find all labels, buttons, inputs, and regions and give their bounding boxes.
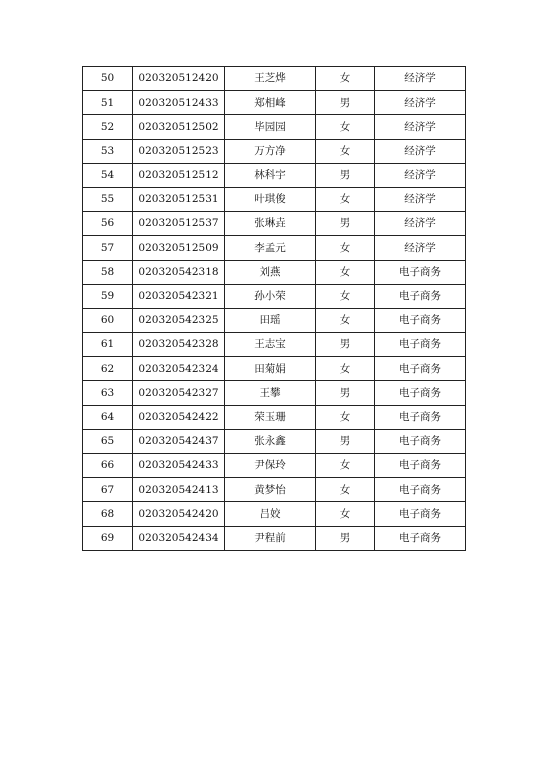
row-number: 60: [83, 308, 133, 332]
student-major: 电子商务: [375, 454, 466, 478]
row-number: 68: [83, 502, 133, 526]
student-name: 吕姣: [225, 502, 316, 526]
row-number: 67: [83, 478, 133, 502]
student-id: 020320542413: [133, 478, 225, 502]
student-major: 经济学: [375, 115, 466, 139]
student-major: 电子商务: [375, 429, 466, 453]
table-row: [83, 502, 466, 526]
row-number: 55: [83, 187, 133, 211]
roster-body: [83, 67, 466, 551]
student-sex: 女: [316, 139, 375, 163]
student-id: 020320512512: [133, 163, 225, 187]
student-major: 经济学: [375, 91, 466, 115]
student-major: 电子商务: [375, 284, 466, 308]
student-name: 尹程前: [225, 526, 316, 550]
student-name: 孙小荣: [225, 284, 316, 308]
student-major: 电子商务: [375, 526, 466, 550]
row-number: 64: [83, 405, 133, 429]
row-number: 65: [83, 429, 133, 453]
student-sex: 女: [316, 454, 375, 478]
student-name: 郑相峰: [225, 91, 316, 115]
row-number: 62: [83, 357, 133, 381]
student-major: 经济学: [375, 212, 466, 236]
row-number: 51: [83, 91, 133, 115]
student-name: 万方净: [225, 139, 316, 163]
student-sex: 女: [316, 67, 375, 91]
student-sex: 女: [316, 115, 375, 139]
row-number: 61: [83, 333, 133, 357]
row-number: 59: [83, 284, 133, 308]
student-id: 020320512502: [133, 115, 225, 139]
row-number: 57: [83, 236, 133, 260]
student-sex: 女: [316, 284, 375, 308]
table-row: [83, 454, 466, 478]
student-major: 电子商务: [375, 308, 466, 332]
student-name: 荣玉珊: [225, 405, 316, 429]
student-major: 经济学: [375, 163, 466, 187]
student-id: 020320512509: [133, 236, 225, 260]
table-row: [83, 308, 466, 332]
table-row: [83, 429, 466, 453]
student-roster-table: [82, 66, 466, 551]
student-major: 经济学: [375, 139, 466, 163]
student-sex: 女: [316, 308, 375, 332]
student-id: 020320542318: [133, 260, 225, 284]
student-name: 王攀: [225, 381, 316, 405]
student-name: 王志宝: [225, 333, 316, 357]
table-row: [83, 236, 466, 260]
student-id: 020320542328: [133, 333, 225, 357]
student-id: 020320512523: [133, 139, 225, 163]
student-major: 电子商务: [375, 405, 466, 429]
student-id: 020320512420: [133, 67, 225, 91]
student-sex: 男: [316, 429, 375, 453]
row-number: 56: [83, 212, 133, 236]
student-sex: 男: [316, 212, 375, 236]
student-sex: 女: [316, 502, 375, 526]
student-major: 经济学: [375, 236, 466, 260]
student-name: 田瑶: [225, 308, 316, 332]
student-major: 经济学: [375, 187, 466, 211]
student-id: 020320542433: [133, 454, 225, 478]
row-number: 54: [83, 163, 133, 187]
student-name: 田菊娟: [225, 357, 316, 381]
student-sex: 女: [316, 236, 375, 260]
row-number: 58: [83, 260, 133, 284]
row-number: 53: [83, 139, 133, 163]
student-name: 王芝烨: [225, 67, 316, 91]
table-row: [83, 526, 466, 550]
student-id: 020320512433: [133, 91, 225, 115]
student-sex: 女: [316, 478, 375, 502]
table-row: [83, 91, 466, 115]
student-id: 020320542434: [133, 526, 225, 550]
student-id: 020320542324: [133, 357, 225, 381]
student-sex: 女: [316, 187, 375, 211]
student-id: 020320542325: [133, 308, 225, 332]
student-id: 020320542437: [133, 429, 225, 453]
student-major: 电子商务: [375, 502, 466, 526]
table-row: [83, 405, 466, 429]
table-row: [83, 115, 466, 139]
student-id: 020320512537: [133, 212, 225, 236]
student-name: 刘燕: [225, 260, 316, 284]
student-major: 电子商务: [375, 260, 466, 284]
student-sex: 男: [316, 526, 375, 550]
student-id: 020320542327: [133, 381, 225, 405]
student-sex: 女: [316, 260, 375, 284]
table-row: [83, 67, 466, 91]
student-id: 020320542321: [133, 284, 225, 308]
student-major: 电子商务: [375, 478, 466, 502]
student-sex: 男: [316, 333, 375, 357]
student-name: 毕园园: [225, 115, 316, 139]
student-major: 电子商务: [375, 357, 466, 381]
student-id: 020320512531: [133, 187, 225, 211]
student-id: 020320542420: [133, 502, 225, 526]
table-row: [83, 357, 466, 381]
student-sex: 女: [316, 357, 375, 381]
table-row: [83, 381, 466, 405]
student-major: 电子商务: [375, 381, 466, 405]
student-name: 叶琪俊: [225, 187, 316, 211]
student-major: 经济学: [375, 67, 466, 91]
student-name: 张琳垚: [225, 212, 316, 236]
row-number: 52: [83, 115, 133, 139]
table-row: [83, 212, 466, 236]
student-major: 电子商务: [375, 333, 466, 357]
student-name: 林科宇: [225, 163, 316, 187]
row-number: 69: [83, 526, 133, 550]
student-sex: 男: [316, 381, 375, 405]
row-number: 63: [83, 381, 133, 405]
student-name: 黄梦怡: [225, 478, 316, 502]
student-name: 李孟元: [225, 236, 316, 260]
student-sex: 男: [316, 91, 375, 115]
student-sex: 男: [316, 163, 375, 187]
table-row: [83, 187, 466, 211]
table-row: [83, 478, 466, 502]
student-name: 尹保玲: [225, 454, 316, 478]
table-row: [83, 139, 466, 163]
table-row: [83, 260, 466, 284]
row-number: 66: [83, 454, 133, 478]
table-row: [83, 284, 466, 308]
student-name: 张永鑫: [225, 429, 316, 453]
student-id: 020320542422: [133, 405, 225, 429]
row-number: 50: [83, 67, 133, 91]
student-sex: 女: [316, 405, 375, 429]
table-row: [83, 163, 466, 187]
table-row: [83, 333, 466, 357]
